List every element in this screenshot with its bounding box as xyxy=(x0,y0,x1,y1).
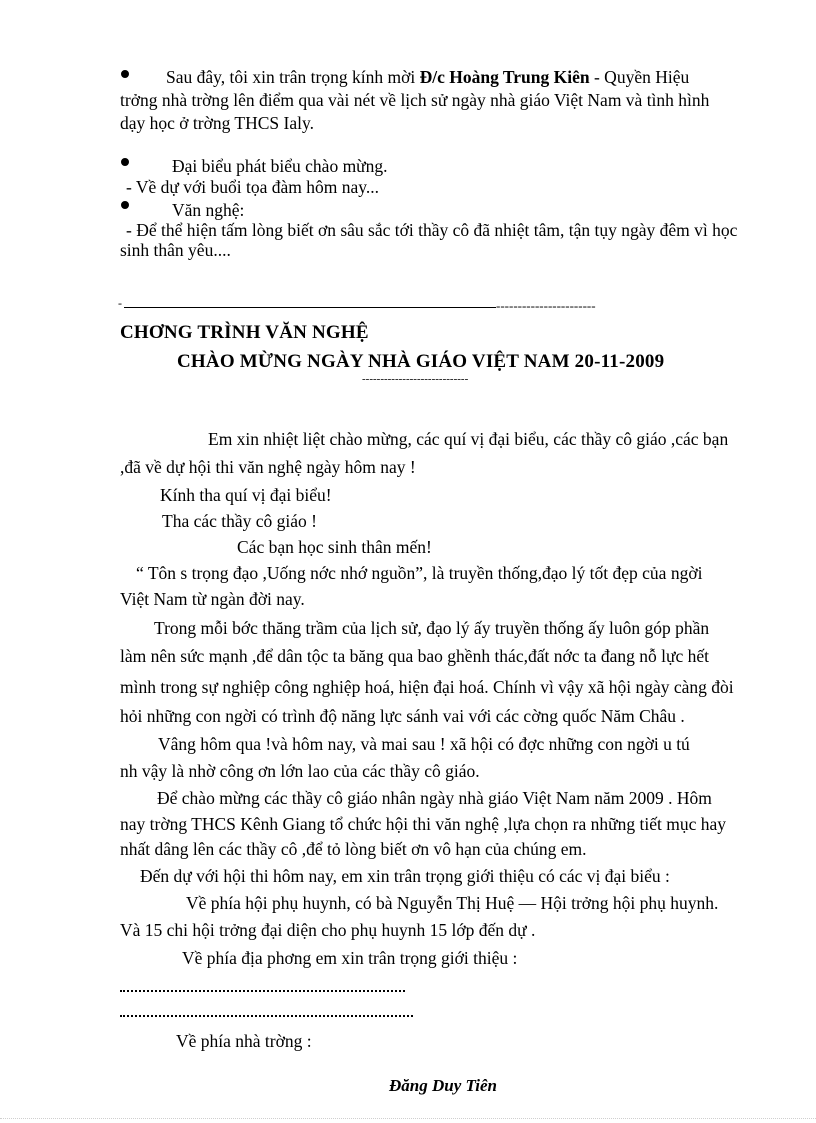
intro-item-1-line-2: trởng nhà trờng lên điểm qua vài nét về lịch sử ngày nhà giáo Việt Nam và tình hình xyxy=(120,90,710,110)
bullet-1 xyxy=(121,70,129,78)
signature: Đăng Duy Tiên xyxy=(389,1076,497,1095)
bullet-2 xyxy=(121,158,129,166)
bullet-3 xyxy=(121,201,129,209)
body-line-18: Về phía hội phụ huynh, có bà Nguyễn Thị Huệ — Hội trởng hội phụ huynh. xyxy=(186,893,719,913)
separator-line xyxy=(124,307,496,308)
intro-item-2-line-1: Đại biểu phát biểu chào mừng. xyxy=(172,156,388,176)
intro-item-3-line-3: sinh thân yêu.... xyxy=(120,240,231,260)
body-line-6: “ Tôn s trọng đạo ,Uống nớc nhớ nguồn”, là truyền thống,đạo lý tốt đẹp của ngời xyxy=(136,563,703,583)
body-line-5: Các bạn học sinh thân mến! xyxy=(237,537,432,557)
separator-mark: - xyxy=(118,296,122,310)
body-line-13: nh vậy là nhờ công ơn lớn lao của các thầy cô giáo. xyxy=(120,761,480,781)
body-line-2: ,đã về dự hội thi văn nghệ ngày hôm nay ! xyxy=(120,457,416,477)
body-line-14: Để chào mừng các thầy cô giáo nhân ngày nhà giáo Việt Nam năm 2009 . Hôm xyxy=(157,788,712,808)
intro-item-2-line-2: - Về dự với buổi tọa đàm hôm nay... xyxy=(126,177,380,197)
body-line-12: Vâng hôm qua !và hôm nay, và mai sau ! xã hội có đợc những con ngời u tú xyxy=(158,734,690,754)
body-line-8: Trong mỗi bớc thăng trầm của lịch sử, đạo lý ấy truyền thống ấy luôn góp phần xyxy=(154,618,710,638)
intro-item-1-post: - Quyền Hiệu xyxy=(589,67,690,87)
intro-item-1-line-1 xyxy=(166,66,689,88)
body-line-3: Kính tha quí vị đại biểu! xyxy=(160,485,332,505)
body-line-7: Việt Nam từ ngàn đời nay. xyxy=(120,589,305,609)
body-line-10: mình trong sự nghiệp công nghiệp hoá, hiện đại hoá. Chính vì vậy xã hội ngày càng đòi xyxy=(120,677,734,697)
page-bottom-divider xyxy=(0,1118,816,1119)
intro-item-3-line-1: Văn nghệ: xyxy=(172,200,245,220)
intro-item-3-line-2: - Để thể hiện tấm lòng biết ơn sâu sắc tới thầy cô đã nhiệt tâm, tận tụy ngày đêm vì học xyxy=(126,220,738,240)
body-line-11: hỏi những con ngời có trình độ năng lực sánh vai với các cờng quốc Năm Châu . xyxy=(120,706,685,726)
intro-item-1-pre: Sau đây, tôi xin trân trọng kính mời xyxy=(166,67,420,87)
dotted-fill-line-1 xyxy=(120,990,405,992)
body-line-20: Về phía địa phơng em xin trân trọng giới thiệu : xyxy=(182,948,518,968)
intro-item-1-line-3: dạy học ở trờng THCS Ialy. xyxy=(120,113,314,133)
body-line-19: Và 15 chi hội trởng đại diện cho phụ huynh 15 lớp đến dự . xyxy=(120,920,536,940)
body-line-21: Về phía nhà trờng : xyxy=(176,1031,312,1051)
separator-dashes: ----------------------- xyxy=(496,298,596,313)
body-line-4: Tha các thầy cô giáo ! xyxy=(162,511,317,531)
body-line-15: nay trờng THCS Kênh Giang tổ chức hội thi văn nghệ ,lựa chọn ra những tiết mục hay xyxy=(120,814,727,834)
program-title-line-1: CHƠNG TRÌNH VĂN NGHỆ xyxy=(120,322,369,343)
program-title-underline: ----------------------------- xyxy=(362,373,469,385)
program-title-line-2: CHÀO MỪNG NGÀY NHÀ GIÁO VIỆT NAM 20-11-2009 xyxy=(177,351,665,372)
body-line-16: nhất dâng lên các thầy cô ,để tỏ lòng biết ơn vô hạn của chúng em. xyxy=(120,839,587,859)
dotted-fill-line-2 xyxy=(120,1015,413,1017)
body-line-1: Em xin nhiệt liệt chào mừng, các quí vị đại biểu, các thầy cô giáo ,các bạn xyxy=(208,429,729,449)
body-line-9: làm nên sức mạnh ,để dân tộc ta băng qua bao ghềnh thác,đất nớc ta đang nỗ lực hết xyxy=(120,646,710,666)
intro-item-1-name: Đ/c Hoàng Trung Kiên xyxy=(419,67,590,87)
body-line-17: Đến dự với hội thi hôm nay, em xin trân trọng giới thiệu có các vị đại biểu : xyxy=(140,866,670,886)
